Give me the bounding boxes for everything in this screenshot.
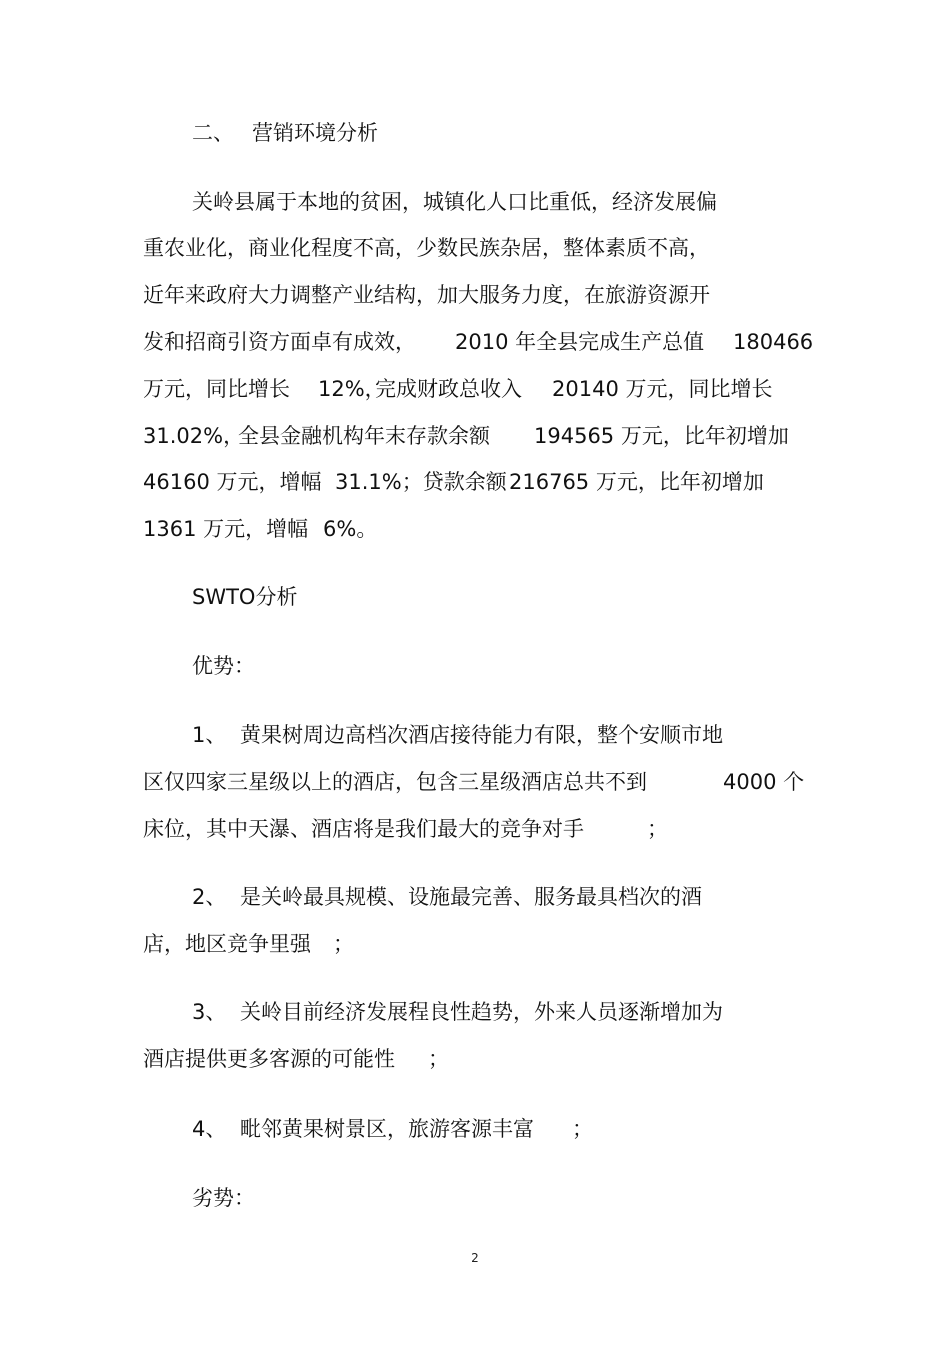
strength-item: 3、 关岭目前经济发展程良性趋势，外来人员逐渐增加为 xyxy=(0,997,950,1027)
page-number: 2 xyxy=(471,1251,479,1265)
strength-item-line: 床位，其中天瀑、酒店将是我们最大的竞争对手 ； xyxy=(143,817,668,841)
item-number: 2、 xyxy=(192,885,227,909)
item-number: 3、 xyxy=(192,1000,227,1024)
paragraph-line: 发和招商引资方面卓有成效， 2010 年全县完成生产总值 180466 xyxy=(143,330,814,354)
paragraph-line: 1361 万元，增幅 6%。 xyxy=(143,517,378,541)
strength-item-line: 酒店提供更多客源的可能性 ； xyxy=(143,1047,449,1071)
strength-item-line: 店，地区竞争里强 ； xyxy=(143,932,354,956)
strength-item-line: 区仅四家三星级以上的酒店，包含三星级酒店总共不到 4000 个 xyxy=(143,770,805,794)
paragraph-line: 46160 万元，增幅 31.1%；贷款余额 216765 万元，比年初增加 xyxy=(143,470,764,494)
strength-item: 4、 毗邻黄果树景区，旅游客源丰富 ； xyxy=(0,1114,950,1144)
paragraph-line: 近年来政府大力调整产业结构，加大服务力度，在旅游资源开 xyxy=(143,283,710,307)
item-number: 1、 xyxy=(192,723,227,747)
paragraph-line: 重农业化，商业化程度不高，少数民族杂居，整体素质不高， xyxy=(143,236,710,260)
strength-item: 2、 是关岭最具规模、设施最完善、服务最具档次的酒 xyxy=(0,882,950,912)
paragraph-line: 31.02%， 全县金融机构年末存款余额 194565 万元，比年初增加 xyxy=(143,424,789,448)
swot-heading: SWTO分析 xyxy=(192,585,298,609)
paragraph-line: 关岭县属于本地的贫困，城镇化人口比重低，经济发展偏 xyxy=(192,190,717,214)
strengths-heading: 优势： xyxy=(192,654,255,678)
section-heading xyxy=(0,118,950,148)
section-title: 营销环境分析 xyxy=(252,121,378,145)
item-number: 4、 xyxy=(192,1117,227,1141)
weaknesses-heading: 劣势： xyxy=(192,1186,255,1210)
paragraph-line: 万元，同比增长 12%， 完成财政总收入 20140 万元，同比增长 xyxy=(143,377,773,401)
section-number: 二、 xyxy=(192,121,234,145)
strength-item: 1、 黄果树周边高档次酒店接待能力有限，整个安顺市地 xyxy=(0,720,950,750)
